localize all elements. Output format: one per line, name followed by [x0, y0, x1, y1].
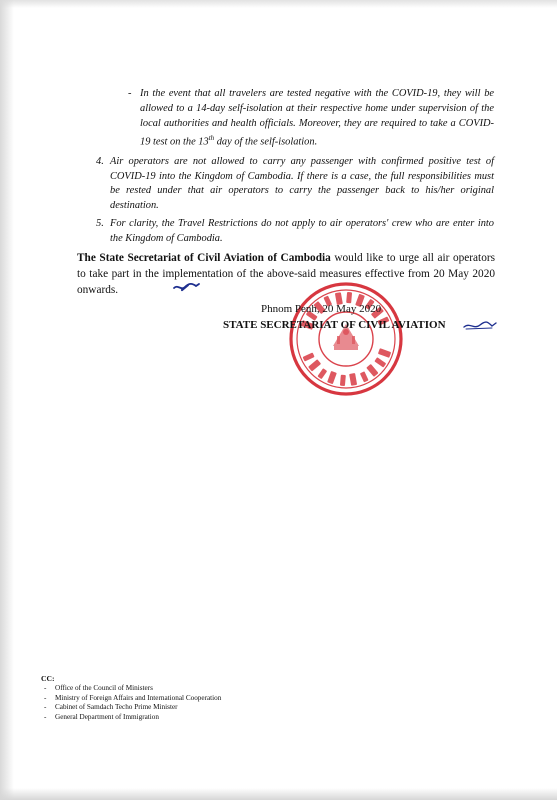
paragraph-text-end: day of the self-isolation.: [214, 136, 318, 148]
ordinal-suffix: th: [208, 134, 215, 142]
page-shadow-top: [0, 0, 557, 8]
numbered-item-4: [96, 155, 494, 213]
closing-bold-lead: The State Secretariat of Civil Aviation of Cambodia: [77, 252, 331, 264]
cc-block: [41, 674, 361, 722]
cc-recipient: - General Department of Immigration: [41, 713, 361, 722]
bullet-dash: -: [128, 88, 132, 99]
signature-icon: [462, 318, 498, 332]
closing-text: would like to urge all air operators to take part in the implementation of the above-said measures effective from 20 May 2020 onwards.: [77, 252, 495, 296]
signing-authority: STATE SECRETARIAT OF CIVIL AVIATION: [223, 319, 446, 331]
cc-recipient: - Ministry of Foreign Affairs and International Cooperation: [41, 694, 361, 703]
official-seal-icon: [287, 280, 405, 398]
item-number: 5.: [96, 218, 104, 229]
cc-recipient: - Cabinet of Samdach Techo Prime Minister: [41, 703, 361, 712]
page-shadow-left: [0, 0, 14, 800]
self-isolation-paragraph: [128, 86, 494, 149]
cc-recipient-list: [41, 684, 361, 722]
page-shadow-bottom: [0, 788, 557, 800]
paragraph-text-start: In the event that all travelers are tested negative with the COVID-19, they will be allowed to a 14-day self-isolation at their respective home under supervision of the local authorities and health officials. Moreover, they are required to take a COVID-19 test on the 13: [140, 88, 494, 148]
item-text: Air operators are not allowed to carry any passenger with confirmed positive test of COVID-19 into the Kingdom of Cambodia. If there is a case, the full responsibilities must be rested under that air operators to carry the passenger back to his/her original destination.: [110, 156, 494, 211]
numbered-item-5: [96, 217, 494, 246]
place-and-date: Phnom Penh, 20 May 2020: [261, 303, 382, 315]
item-text: For clarity, the Travel Restrictions do not apply to air operators' crew who are enter into the Kingdom of Cambodia.: [110, 218, 494, 244]
cc-label: CC:: [41, 674, 55, 683]
cc-recipient: - Office of the Council of Ministers: [41, 684, 361, 693]
closing-paragraph: [77, 250, 495, 298]
ink-mark-icon: [172, 280, 202, 294]
item-number: 4.: [96, 156, 104, 167]
